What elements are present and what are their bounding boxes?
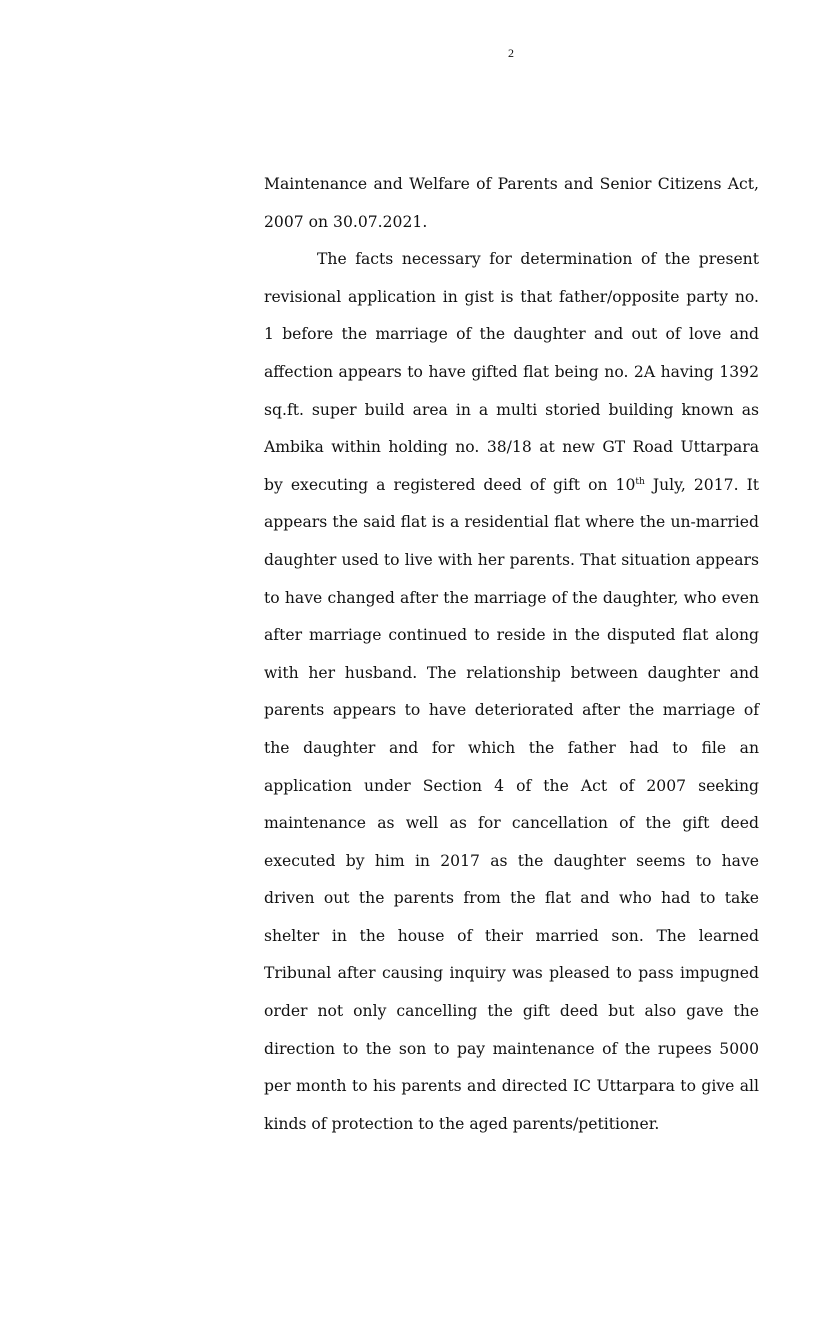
paragraph-facts (264, 241, 759, 1143)
paragraph-facts-text-part-2: July, 2017. It appears the said flat is a residential flat where the un-married daughter used to live with her parents. That situation appears to have changed after the marriage of the daughter, who even after marriage continued to reside in the disputed flat along with her husband. The relationship between daughter and parents appears to have deteriorated after the marriage of the daughter and for which the father had to file an application under Section 4 of the Act of 2007 seeking maintenance as well as for cancellation of the gift deed executed by him in 2017 as the daughter seems to have driven out the parents from the flat and who had to take shelter in the house of their married son. The learned Tribunal after causing inquiry was pleased to pass impugned order not only cancelling the gift deed but also gave the direction to the son to pay maintenance of the rupees 5000 per month to his parents and directed IC Uttarpara to give all kinds of protection to the aged parents/petitioner. (264, 475, 759, 1133)
paragraph-facts-text-part-1: The facts necessary for determination of the present revisional application in gist is that father/opposite party no. 1 before the marriage of the daughter and out of love and affection appears to have gifted flat being no. 2A having 1392 sq.ft. super build area in a multi storied building known as Ambika within holding no. 38/18 at new GT Road Uttarpara by executing a registered deed of gift on 10 (264, 250, 759, 494)
document-body (264, 166, 759, 1143)
page-number: 2 (508, 46, 514, 60)
ordinal-superscript: th (635, 476, 645, 487)
paragraph-continuation: Maintenance and Welfare of Parents and Senior Citizens Act, 2007 on 30.07.2021. (264, 175, 759, 231)
